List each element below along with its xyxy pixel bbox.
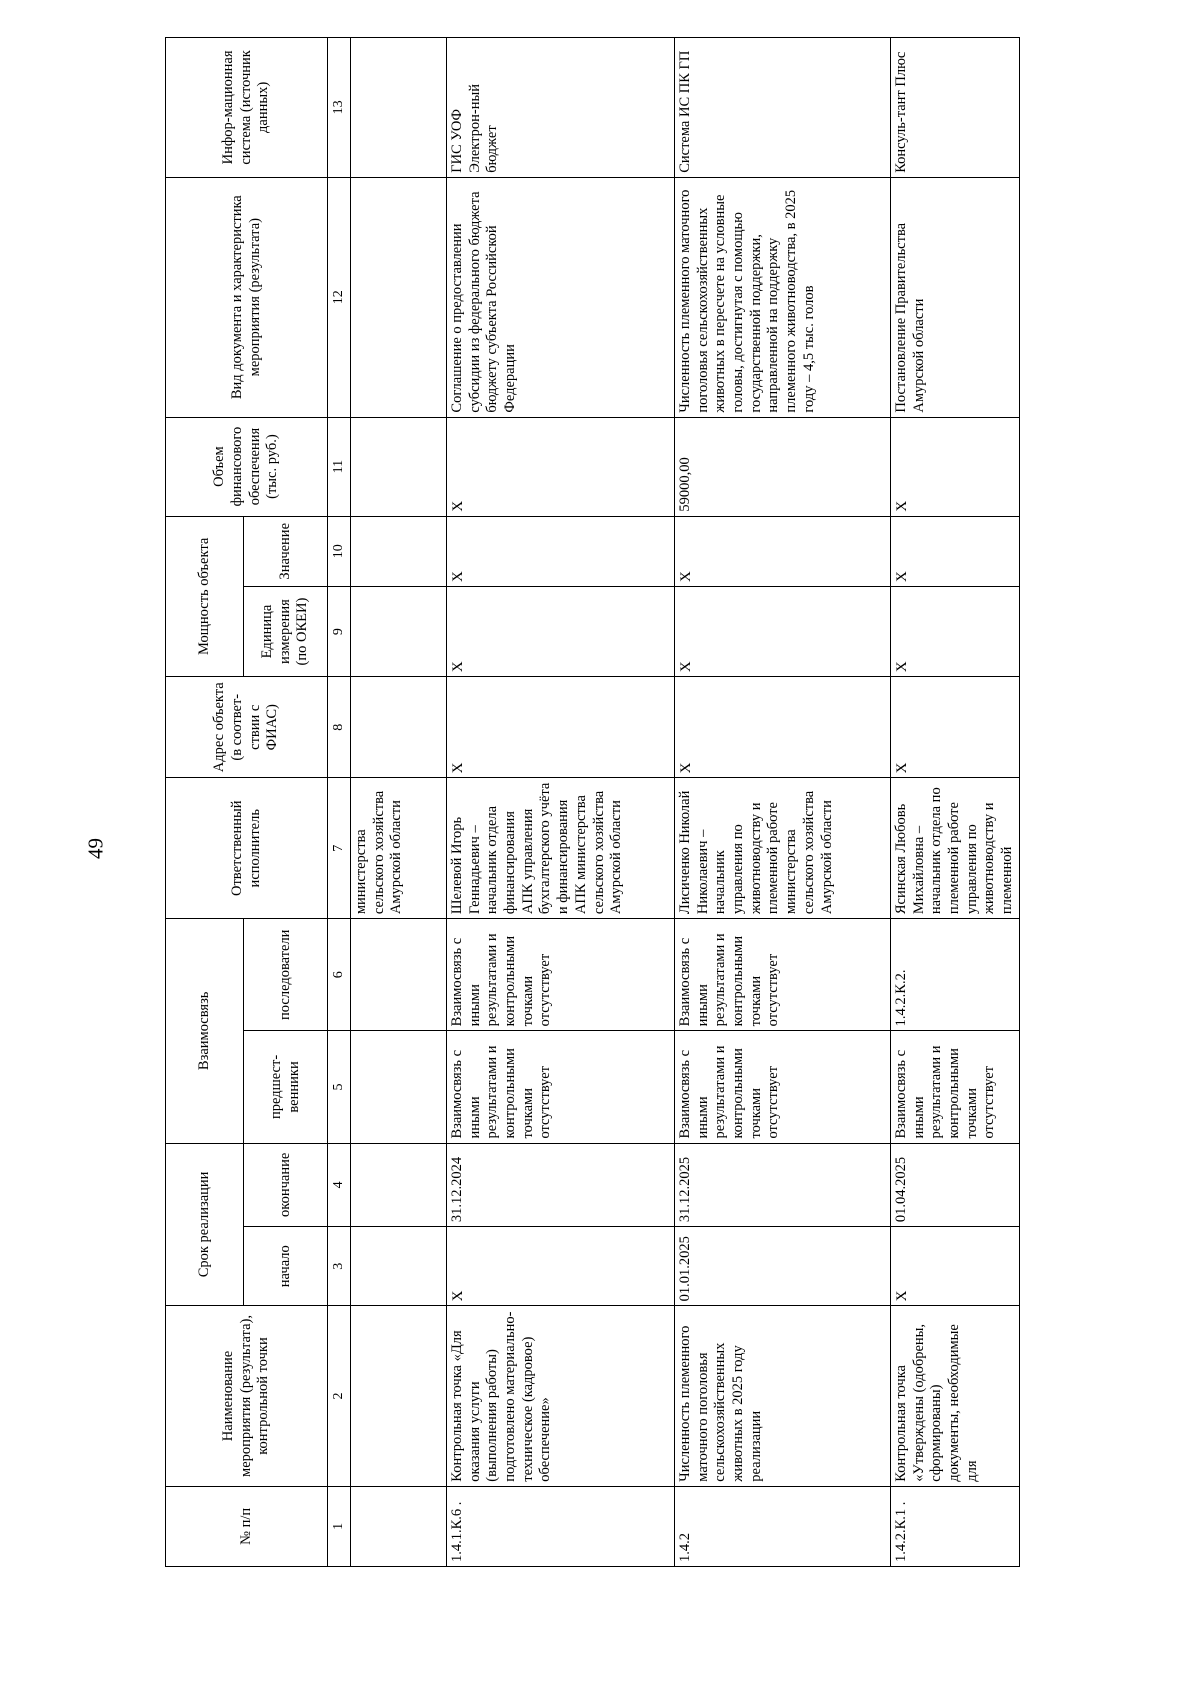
plan-table — [165, 37, 1020, 1567]
col-number: 3 — [328, 1227, 351, 1306]
table-row — [675, 38, 891, 1567]
col-number: 1 — [328, 1486, 351, 1566]
cell-responsible: министерства сельского хозяйства Амурской области — [351, 778, 447, 919]
cell-predecessors: Взаимосвязь с иными результатами и контрольными точками отсутствует — [675, 1031, 891, 1143]
col-number: 7 — [328, 778, 351, 919]
cell-successors: 1.4.2.К.2. — [891, 919, 1020, 1031]
cell-finance: X — [447, 417, 675, 516]
cell-end: 31.12.2024 — [447, 1143, 675, 1227]
cell-start: X — [447, 1227, 675, 1306]
col-header-address: Адрес объекта (в соответ-ствии с ФИАС) — [166, 677, 328, 778]
cell-no: 1.4.2 — [675, 1486, 891, 1566]
col-header-start: начало — [244, 1227, 328, 1306]
col-header-capacity: Мощность объекта — [166, 516, 244, 677]
cell-predecessors: Взаимосвязь с иными результатами и контрольными точками отсутствует — [891, 1031, 1020, 1143]
cell-address: X — [675, 677, 891, 778]
cell-value — [351, 516, 447, 586]
cell-unit: X — [675, 586, 891, 676]
col-number: 5 — [328, 1031, 351, 1143]
cell-address: X — [447, 677, 675, 778]
rotated-table-wrapper — [165, 37, 1095, 1567]
cell-value: X — [447, 516, 675, 586]
cell-info-system: Консуль-тант Плюс — [891, 38, 1020, 178]
col-header-name: Наименование мероприятия (результата), контрольной точки — [166, 1306, 328, 1486]
cell-successors: Взаимосвязь с иными результатами и контрольными точками отсутствует — [675, 919, 891, 1031]
col-header-finance: Объем финансового обеспечения (тыс. руб.) — [166, 417, 328, 516]
col-header-info-system: Инфор-мационная система (источник данных) — [166, 38, 328, 178]
cell-successors — [351, 919, 447, 1031]
col-header-value: Значение — [244, 516, 328, 586]
table-row — [351, 38, 447, 1567]
cell-value: X — [891, 516, 1020, 586]
cell-start — [351, 1227, 447, 1306]
cell-name: Контрольная точка «Утверждены (одобрены, сформированы) документы, необходимые для — [891, 1306, 1020, 1486]
cell-start: X — [891, 1227, 1020, 1306]
cell-predecessors: Взаимосвязь с иными результатами и контрольными точками отсутствует — [447, 1031, 675, 1143]
col-number: 4 — [328, 1143, 351, 1227]
cell-finance: X — [891, 417, 1020, 516]
cell-end: 31.12.2025 — [675, 1143, 891, 1227]
cell-start: 01.01.2025 — [675, 1227, 891, 1306]
col-header-end: окончание — [244, 1143, 328, 1227]
header-row-1 — [166, 38, 244, 1567]
cell-unit: X — [891, 586, 1020, 676]
cell-responsible: Шелевой Игорь Геннадьевич – начальник отдела финансирования АПК управления бухгалтерского учёта и финансирования АПК министерства сельского хозяйства Амурской области — [447, 778, 675, 919]
cell-unit: X — [447, 586, 675, 676]
col-number: 13 — [328, 38, 351, 178]
cell-doc-type — [351, 177, 447, 417]
cell-name: Численность племенного маточного поголовья сельскохозяйственных животных в 2025 году реализации — [675, 1306, 891, 1486]
col-header-srok: Срок реализации — [166, 1143, 244, 1306]
col-number: 6 — [328, 919, 351, 1031]
cell-no: 1.4.2.К.1 . — [891, 1486, 1020, 1566]
table-row — [891, 38, 1020, 1567]
col-header-doc-type: Вид документа и характеристика мероприятия (результата) — [166, 177, 328, 417]
column-number-row — [328, 38, 351, 1567]
col-header-successors: последователи — [244, 919, 328, 1031]
table-row — [447, 38, 675, 1567]
col-number: 8 — [328, 677, 351, 778]
cell-end — [351, 1143, 447, 1227]
col-header-responsible: Ответственный исполнитель — [166, 778, 328, 919]
cell-doc-type: Численность племенного маточного поголовья сельскохозяйственных животных в пересчете на условные головы, достигнутая с помощью государственной поддержки, направленной на поддержку племенного животноводства, в 2025 году – 4,5 тыс. голов — [675, 177, 891, 417]
cell-info-system: Система ИС ПК ГП — [675, 38, 891, 178]
col-number: 11 — [328, 417, 351, 516]
col-header-predecessors: предшест-венники — [244, 1031, 328, 1143]
col-number: 2 — [328, 1306, 351, 1486]
col-header-vzaimosvyaz: Взаимосвязь — [166, 919, 244, 1143]
cell-responsible: Лисиченко Николай Николаевич – начальник управления по животноводству и племенной работе министерства сельского хозяйства Амурской области — [675, 778, 891, 919]
cell-no: 1.4.1.К.6 . — [447, 1486, 675, 1566]
cell-predecessors — [351, 1031, 447, 1143]
cell-end: 01.04.2025 — [891, 1143, 1020, 1227]
cell-value: X — [675, 516, 891, 586]
page-number: 49 — [83, 838, 108, 859]
col-number: 10 — [328, 516, 351, 586]
col-number: 12 — [328, 177, 351, 417]
cell-unit — [351, 586, 447, 676]
cell-doc-type: Соглашение о предоставлении субсидии из федерального бюджета бюджету субъекта Российской Федерации — [447, 177, 675, 417]
cell-name: Контрольная точка «Для оказания услуги (выполнения работы) подготовлено материально-техническое (кадровое) обеспечение» — [447, 1306, 675, 1486]
cell-info-system — [351, 38, 447, 178]
cell-name — [351, 1306, 447, 1486]
cell-successors: Взаимосвязь с иными результатами и контрольными точками отсутствует — [447, 919, 675, 1031]
col-number: 9 — [328, 586, 351, 676]
col-header-unit: Единица измерения (по ОКЕИ) — [244, 586, 328, 676]
cell-no — [351, 1486, 447, 1566]
cell-address — [351, 677, 447, 778]
col-header-no: № п/п — [166, 1486, 328, 1566]
cell-finance: 59000,00 — [675, 417, 891, 516]
cell-address: X — [891, 677, 1020, 778]
cell-responsible: Ясинская Любовь Михайловна – начальник отдела по племенной работе управления по животноводству и племенной — [891, 778, 1020, 919]
cell-doc-type: Постановление Правительства Амурской области — [891, 177, 1020, 417]
cell-finance — [351, 417, 447, 516]
cell-info-system: ГИС УОФ Электрон-ный бюджет — [447, 38, 675, 178]
